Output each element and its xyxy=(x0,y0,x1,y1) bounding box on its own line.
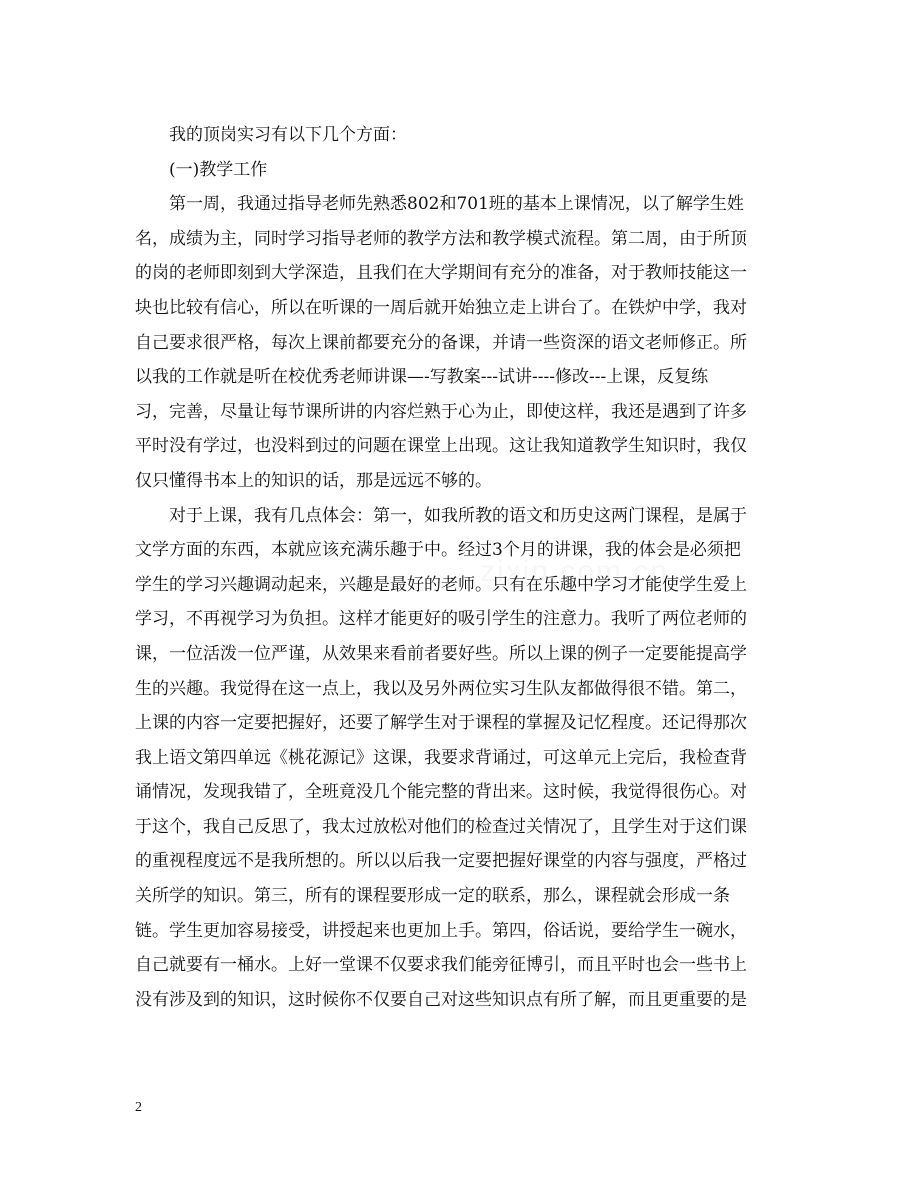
text-line: 仅只懂得书本上的知识的话，那是远远不够的。 xyxy=(135,470,492,491)
text-line: 的重视程度远不是我所想的。所以以后我一定要把握好课堂的内容与强度，严格过 xyxy=(135,851,747,872)
text-line: 学生的学习兴趣调动起来，兴趣是最好的老师。只有在乐趣中学习才能使学生爱上 xyxy=(135,574,747,595)
text-line: 关所学的知识。第三，所有的课程要形成一定的联系，那么，课程就会形成一条 xyxy=(135,886,730,907)
text-line: 诵情况，发现我错了，全班竟没几个能完整的背出来。这时候，我觉得很伤心。对 xyxy=(135,782,747,803)
text-line: 上课的内容一定要把握好，还要了解学生对于课程的掌握及记忆程度。还记得那次 xyxy=(135,713,747,734)
text-line: 块也比较有信心，所以在听课的一周后就开始独立走上讲台了。在铁炉中学，我对 xyxy=(135,297,747,318)
text-line: 第一周，我通过指导老师先熟悉802和701班的基本上课情况，以了解学生姓 xyxy=(135,194,744,215)
text-line: 没有涉及到的知识，这时候你不仅要自己对这些知识点有所了解，而且更重要的是 xyxy=(135,989,747,1010)
text-line: 自己就要有一桶水。上好一堂课不仅要求我们能旁征博引，而且平时也会一些书上 xyxy=(135,955,747,976)
text-line: 生的兴趣。我觉得在这一点上，我以及另外两位实习生队友都做得很不错。第二， xyxy=(135,678,747,699)
body-text xyxy=(135,118,787,1017)
text-line: 名，成绩为主，同时学习指导老师的教学方法和教学模式流程。第二周，由于所顶 xyxy=(135,228,747,249)
text-line: 课，一位活泼一位严谨，从效果来看前者要好些。所以上课的例子一定要能提高学 xyxy=(135,643,747,664)
text-line: 我的顶岗实习有以下几个方面： xyxy=(135,125,407,145)
text-line: 以我的工作就是听在校优秀老师讲课—-写教案---试讲----修改---上课，反复练 xyxy=(135,367,709,388)
text-line: 链。学生更加容易接受，讲授起来也更加上手。第四，俗话说，要给学生一碗水， xyxy=(135,920,747,941)
text-line: 我上语文第四单远《桃花源记》这课，我要求背诵过，可这单元上完后，我检查背 xyxy=(135,747,747,768)
text-line: 文学方面的东西，本就应该充满乐趣于中。经过3个月的讲课，我的体会是必须把 xyxy=(135,540,741,561)
text-line: 习，完善，尽量让每节课所讲的内容烂熟于心为止，即使这样，我还是遇到了许多 xyxy=(135,401,747,422)
text-line: 学习，不再视学习为负担。这样才能更好的吸引学生的注意力。我听了两位老师的 xyxy=(135,609,747,630)
page-number: 2 xyxy=(135,1100,142,1115)
text-line: 的岗的老师即刻到大学深造，且我们在大学期间有充分的准备，对于教师技能这一 xyxy=(135,263,747,284)
text-line: 自己要求很严格，每次上课前都要充分的备课，并请一些资深的语文老师修正。所 xyxy=(135,332,747,353)
text-line: 平时没有学过，也没料到过的问题在课堂上出现。这让我知道教学生知识时，我仅 xyxy=(135,436,747,457)
text-line: 于这个，我自己反思了，我太过放松对他们的检查过关情况了，且学生对于这们课 xyxy=(135,816,747,837)
section-heading: (一)教学工作 xyxy=(135,159,268,180)
text-line: 对于上课，我有几点体会：第一，如我所教的语文和历史这两门课程，是属于 xyxy=(135,505,747,526)
